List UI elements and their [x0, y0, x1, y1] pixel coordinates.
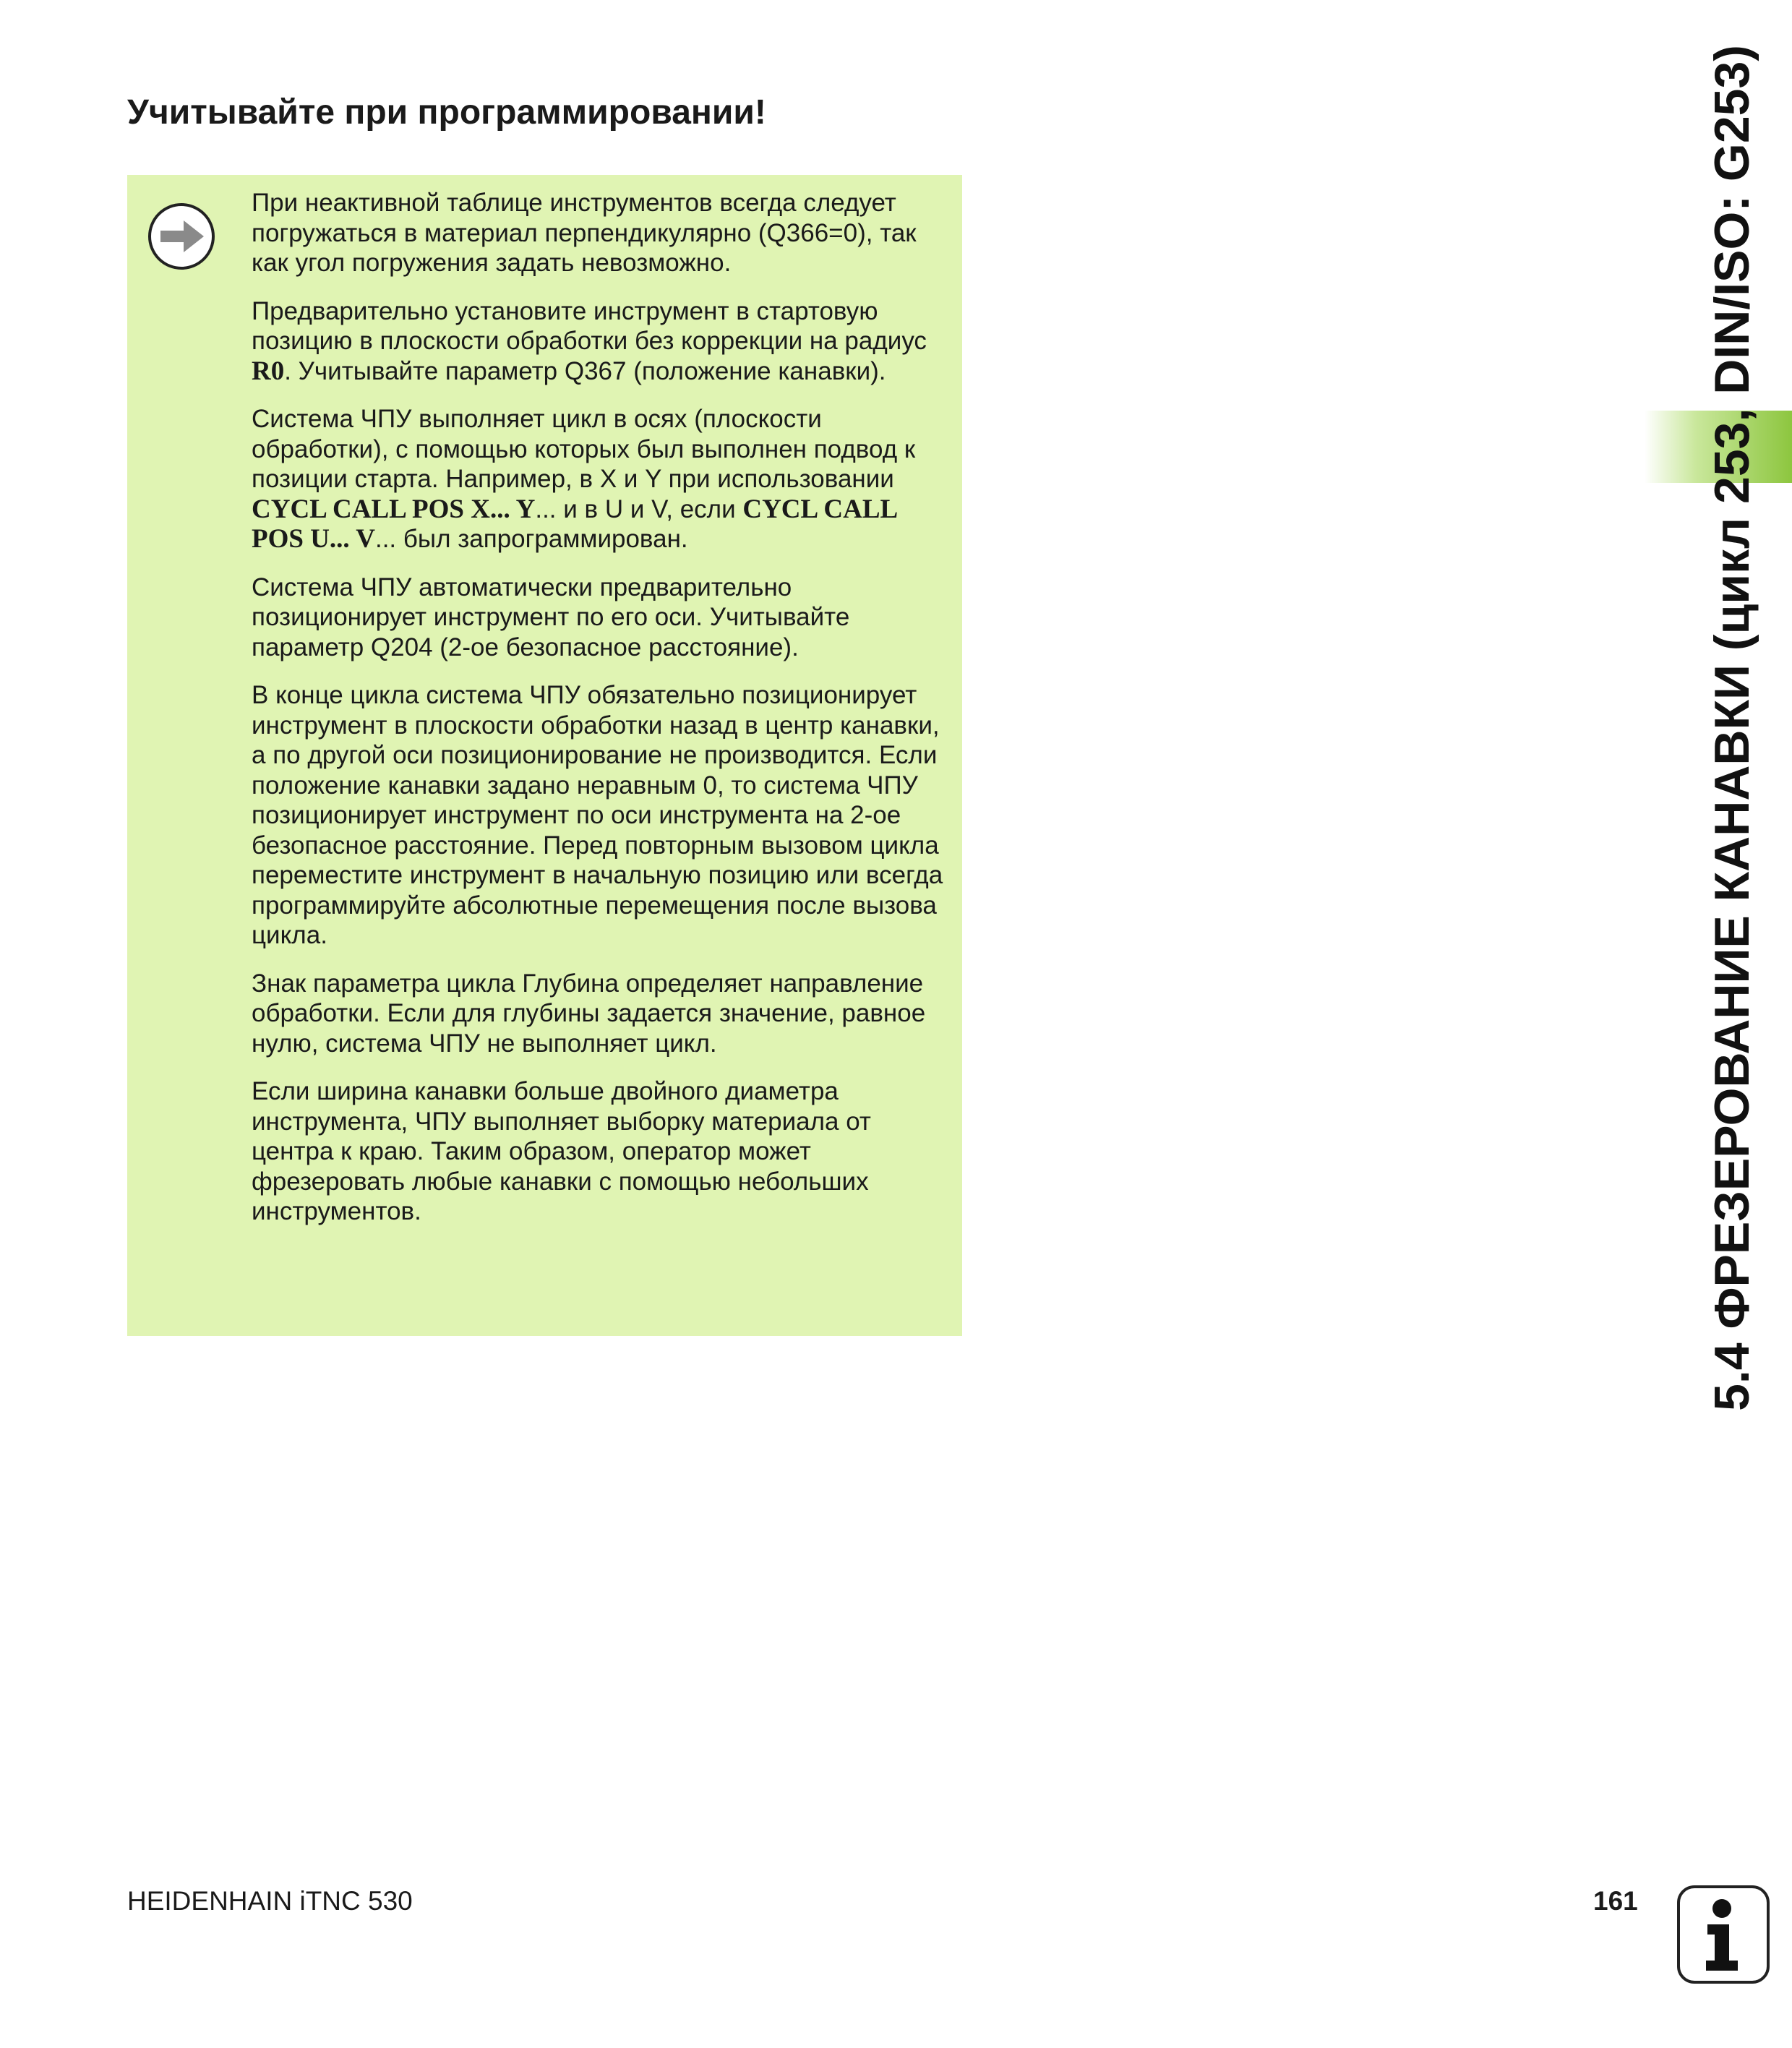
note-paragraph-7: Если ширина канавки больше двойного диаметра инструмента, ЧПУ выполняет выборку материала от центра к краю. Таким образом, оператор может фрезеровать любые канавки с помощью небольших инструментов.	[252, 1077, 871, 1225]
radius-code: R0	[252, 356, 285, 386]
cycl-call-uv-code: CYCL CALL POS U... V	[252, 494, 897, 554]
section-heading: Учитывайте при программировании!	[127, 93, 766, 132]
footer-product-name: HEIDENHAIN iTNC 530	[127, 1886, 413, 1916]
arrow-right-icon	[147, 202, 215, 270]
note-paragraph-5: В конце цикла система ЧПУ обязательно позиционирует инструмент в плоскости обработки назад в центр канавки, а по другой оси позиционирование не производится. Если положение канавки задано неравным 0, то система ЧПУ позиционирует инструмент по оси инструмента на 2-ое безопасное расстояние. Перед повторным вызовом цикла переместите инструмент в начальную позицию или всегда программируйте абсолютные перемещения после вызова цикла.	[252, 681, 943, 949]
info-icon[interactable]	[1677, 1885, 1770, 1984]
note-text	[252, 188, 949, 1245]
note-text-segment: Система ЧПУ выполняет цикл в осях (плоскости обработки), с помощью которых был выполнен подвод к позиции старта. Например, в X и Y при использовании	[252, 405, 916, 493]
page-number: 161	[1593, 1886, 1638, 1916]
note-paragraph-3	[252, 404, 949, 554]
chapter-title: 5.4 ФРЕЗЕРОВАНИЕ КАНАВКИ (цикл 253, DIN/ISO: G253)	[1705, 45, 1759, 1411]
note-paragraph-6: Знак параметра цикла Глубина определяет направление обработки. Если для глубины задается значение, равное нулю, система ЧПУ не выполняет цикл.	[252, 969, 926, 1058]
note-text-segment: Предварительно установите инструмент в стартовую позицию в плоскости обработки без коррекции на радиус	[252, 296, 927, 355]
note-text-segment: . Учитывайте параметр Q367 (положение канавки).	[284, 356, 886, 385]
note-box	[127, 175, 962, 1336]
note-paragraph-1: При неактивной таблице инструментов всегда следует погружаться в материал перпендикулярно (Q366=0), так как угол погружения задать невозможно.	[252, 189, 917, 277]
note-text-segment: ... и в U и V, если	[535, 494, 743, 523]
note-paragraph-4: Система ЧПУ автоматически предварительно позиционирует инструмент по его оси. Учитывайте параметр Q204 (2-ое безопасное расстояние).	[252, 573, 850, 661]
note-paragraph-2	[252, 296, 949, 387]
cycl-call-xy-code: CYCL CALL POS X... Y	[252, 494, 536, 524]
note-text-segment: ... был запрограммирован.	[374, 525, 688, 553]
